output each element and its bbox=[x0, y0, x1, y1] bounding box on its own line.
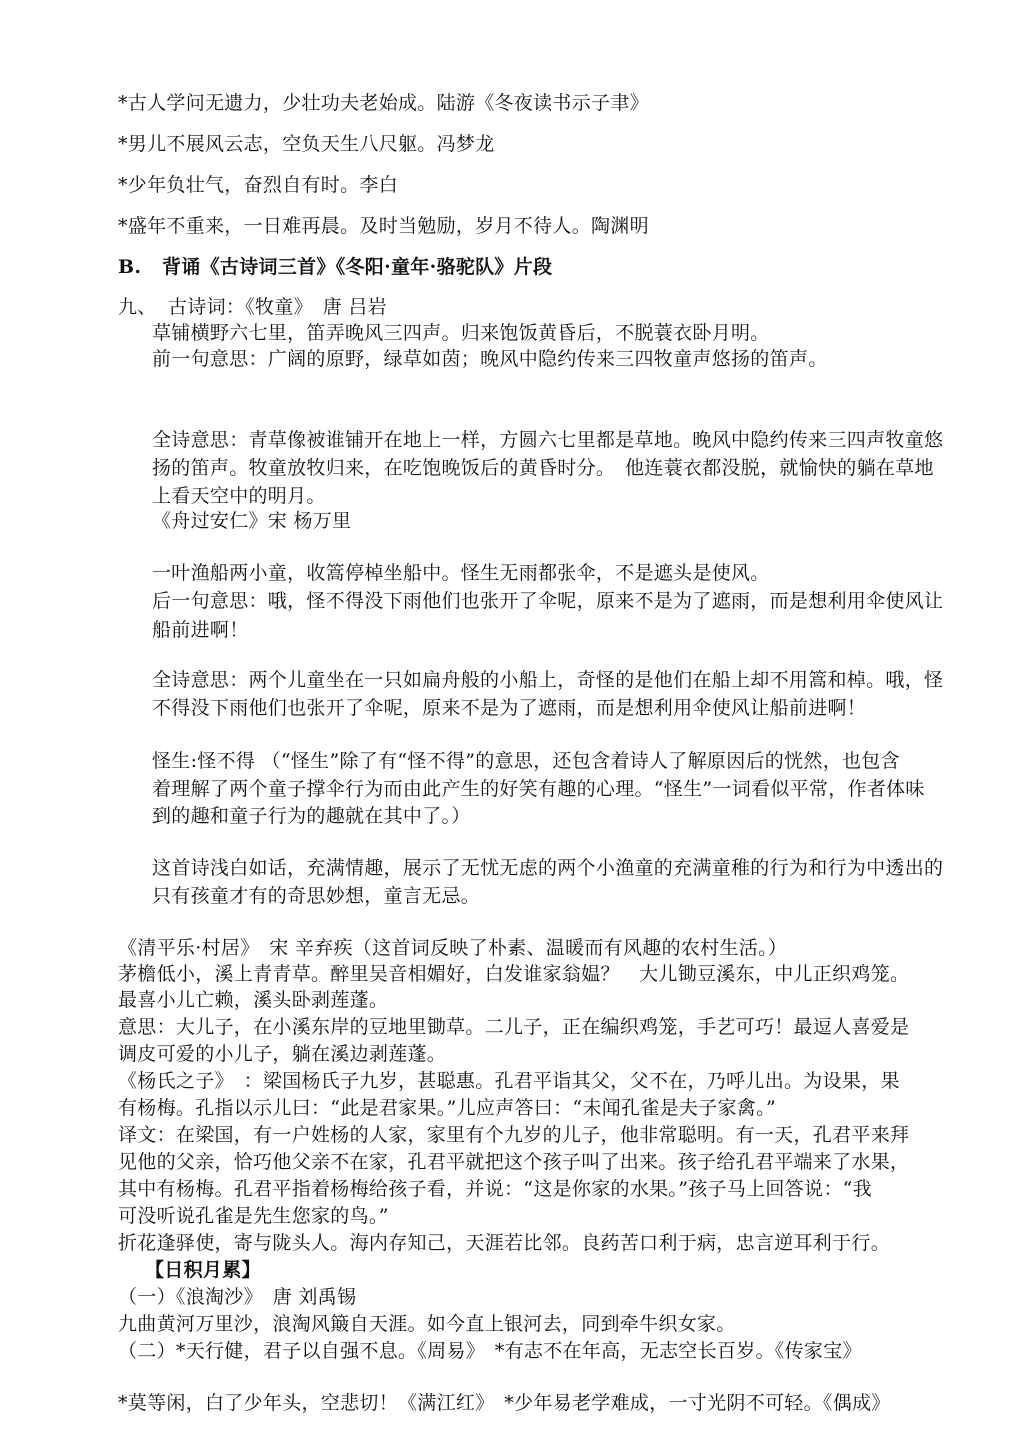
quote-line: （二）*天行健，君子以自强不息。《周易》 *有志不在年高，无志空长百岁。《传家宝》 bbox=[118, 1340, 862, 1362]
section-b-title: 背诵《古诗词三首》《冬阳·童年·骆驼队》片段 bbox=[162, 256, 553, 278]
meaning-text: 不得没下雨他们也张开了伞呢，原来不是为了遮雨，而是想利用伞使风让船前进啊！ bbox=[152, 697, 867, 719]
meaning-text: 调皮可爱的小儿子，躺在溪边剥莲蓬。 bbox=[118, 1043, 447, 1065]
meaning-text: 全诗意思：两个儿童坐在一只如扁舟般的小船上，奇怪的是他们在船上却不用篙和棹。哦，怪 bbox=[152, 669, 944, 691]
meaning-text: 前一句意思：广阔的原野，绿草如茵；晚风中隐约传来三四牧童声悠扬的笛声。 bbox=[152, 348, 828, 370]
meaning-text: 扬的笛声。牧童放牧归来，在吃饱晚饭后的黄昏时分。 他连蓑衣都没脱，就愉快的躺在草地 bbox=[152, 457, 934, 479]
translation-text: 可没听说孔雀是先生您家的鸟。” bbox=[118, 1205, 389, 1227]
poem-heading: （一）《浪淘沙》 唐 刘禹锡 bbox=[118, 1286, 357, 1308]
quote-line: 折花逢驿使，寄与陇头人。海内存知己，天涯若比邻。良药苦口利于病，忠言逆耳利于行。 bbox=[118, 1232, 891, 1254]
classical-text: 有杨梅。孔指以示儿曰：“此是君家果。”儿应声答曰：“未闻孔雀是夫子家禽。” bbox=[118, 1097, 776, 1119]
annotation-text: 着理解了两个童子撑伞行为而由此产生的好笑有趣的心理。“怪生”一词看似平常，作者体味 bbox=[152, 778, 925, 800]
quote-line: *盛年不重来，一日难再晨。及时当勉励，岁月不待人。陶渊明 bbox=[118, 215, 649, 237]
poem-text: 九曲黄河万里沙，浪淘风簸自天涯。如今直上银河去，同到牵牛织女家。 bbox=[118, 1313, 736, 1335]
poem-text: 草铺横野六七里，笛弄晚风三四声。归来饱饭黄昏后，不脱蓑衣卧月明。 bbox=[152, 322, 770, 344]
translation-text: 见他的父亲，恰巧他父亲不在家，孔君平就把这个孩子叫了出来。孩子给孔君平端来了水果， bbox=[118, 1151, 910, 1173]
annotation-text: 怪生:怪不得 （“怪生”除了有“怪不得”的意思，还包含着诗人了解原因后的恍然，也包含 bbox=[152, 750, 900, 772]
section-9-heading: 古诗词：《牧童》 唐 吕岩 bbox=[168, 296, 387, 318]
riji-heading: 【日积月累】 bbox=[145, 1259, 261, 1281]
poem-text: 茅檐低小，溪上青青草。醉里吴音相媚好，白发谁家翁媪？ 大儿锄豆溪东，中儿正织鸡笼。 bbox=[118, 963, 910, 985]
meaning-text: 上看天空中的明月。 bbox=[152, 485, 326, 507]
translation-text: 译文：在梁国，有一户姓杨的人家，家里有个九岁的儿子，他非常聪明。有一天，孔君平来拜 bbox=[118, 1124, 910, 1146]
poem-heading: 《舟过安仁》宋 杨万里 bbox=[152, 510, 352, 532]
meaning-text: 船前进啊！ bbox=[152, 619, 249, 641]
annotation-text: 到的趣和童子行为的趣就在其中了。） bbox=[152, 805, 471, 827]
meaning-text: 意思：大儿子，在小溪东岸的豆地里锄草。二儿子，正在编织鸡笼，手艺可巧！最逗人喜爱是 bbox=[118, 1016, 910, 1038]
translation-text: 其中有杨梅。孔君平指着杨梅给孩子看，并说：“这是你家的水果。”孩子马上回答说：“我 bbox=[118, 1178, 872, 1200]
section-9-label: 九、 bbox=[118, 296, 157, 318]
summary-text: 只有孩童才有的奇思妙想，童言无忌。 bbox=[152, 885, 481, 907]
quote-line: *男儿不展风云志，空负天生八尺躯。冯梦龙 bbox=[118, 133, 495, 155]
poem-text: 最喜小儿亡赖，溪头卧剥莲蓬。 bbox=[118, 989, 389, 1011]
classical-text: 《杨氏之子》 ：梁国杨氏子九岁，甚聪惠。孔君平诣其父，父不在，乃呼儿出。为设果，果 bbox=[118, 1070, 900, 1092]
meaning-text: 全诗意思：青草像被谁铺开在地上一样，方圆六七里都是草地。晚风中隐约传来三四声牧童悠 bbox=[152, 429, 944, 451]
poem-heading: 《清平乐·村居》 宋 辛弃疾（这首词反映了朴素、温暖而有风趣的农村生活。） bbox=[118, 937, 788, 959]
meaning-text: 后一句意思：哦，怪不得没下雨他们也张开了伞呢，原来不是为了遮雨，而是想利用伞使风让 bbox=[152, 590, 944, 612]
quote-line: *古人学问无遗力，少壮功夫老始成。陆游《冬夜读书示子聿》 bbox=[118, 92, 649, 114]
quote-line: *莫等闲，白了少年头，空悲切！《满江红》 *少年易老学难成，一寸光阴不可轻。《偶成》 bbox=[118, 1392, 891, 1414]
summary-text: 这首诗浅白如话，充满情趣，展示了无忧无虑的两个小渔童的充满童稚的行为和行为中透出的 bbox=[152, 857, 944, 879]
quote-line: *少年负壮气，奋烈自有时。李白 bbox=[118, 174, 399, 196]
poem-text: 一叶渔船两小童，收篙停棹坐船中。怪生无雨都张伞，不是遮头是使风。 bbox=[152, 562, 770, 584]
section-b-label: B. bbox=[118, 256, 142, 278]
